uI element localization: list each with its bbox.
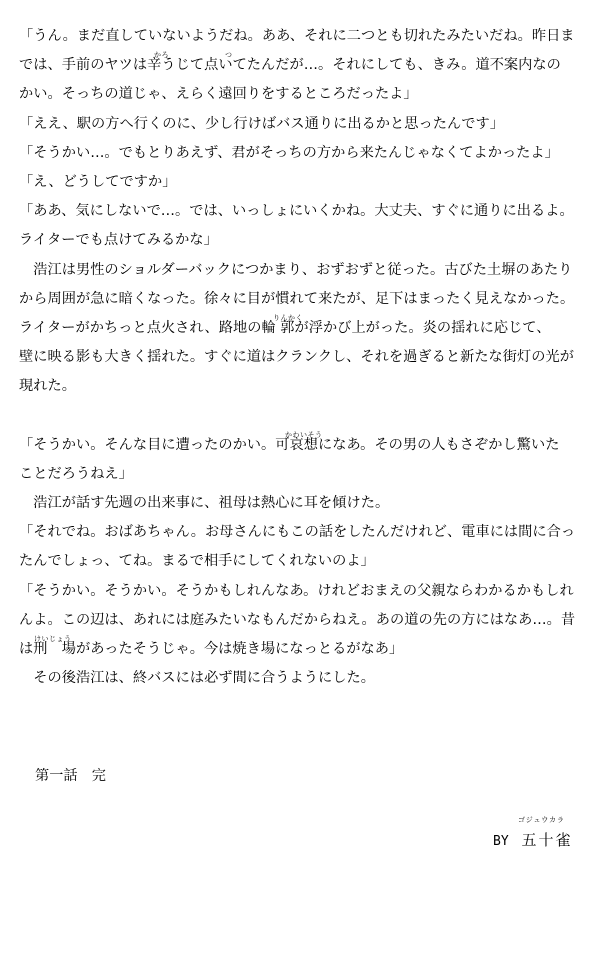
text-line: 「ああ、気にしないで…。では、いっしょにいくかね。大丈夫、すぐに通りに出るよ。 — [19, 203, 574, 220]
text-line: 「それでね。おばあちゃん。お母さんにもこの話をしたんだけれど、電車には間に合っ — [19, 524, 576, 541]
text-line: 壁に映る影も大きく揺れた。すぐに道はクランクし、それを過ぎると新たな街灯の光が — [19, 349, 574, 366]
text-line: 「そうかい。そうかい。そうかもしれんなあ。けれどおまえの父親ならわかるかもしれ — [19, 582, 574, 599]
text-line-content: では、手前のヤツは辛うじて点いてたんだが…。それにしても、きみ。道不案内なの — [19, 57, 561, 74]
text-line: ことだろうねえ」 — [19, 465, 133, 482]
text-line — [19, 51, 594, 80]
text-line: 「うん。まだ直していないようだね。ああ、それに二つとも切れたみたいだね。昨日ま — [19, 28, 575, 44]
text-line-content: ライターがかちっと点火され、路地の輪 郭が浮かび上がった。炎の揺れに応じて、 — [19, 319, 551, 336]
text-line — [19, 635, 594, 664]
text-line: たんでしょっ、てね。まるで相手にしてくれないのよ」 — [19, 553, 375, 570]
furigana: つ — [225, 51, 233, 60]
text-line: 浩江が話す先週の出来事に、祖母は熱心に耳を傾けた。 — [19, 495, 390, 511]
chapter-end-label: 第一話 完 — [35, 768, 106, 784]
author-name: 五十雀 — [521, 831, 573, 849]
byline-prefix: BY — [493, 834, 509, 849]
text-line: ライターでも点けてみるかな」 — [19, 232, 218, 249]
text-line: 「そうかい…。でもとりあえず、君がそっちの方から来たんじゃなくてよかったよ」 — [19, 144, 559, 161]
author-reading: ゴジュウカラ — [518, 816, 565, 824]
furigana: かろ — [154, 51, 169, 60]
furigana: かわいそう — [285, 430, 323, 439]
text-line — [19, 314, 594, 343]
furigana: けいじょう — [34, 634, 72, 643]
text-line: 浩江は男性のショルダーバックにつかまり、おずおずと従った。古びた土塀のあたり — [19, 261, 573, 278]
text-line: 「ええ、駅の方へ行くのに、少し行けばバス通りに出るかと思ったんです」 — [19, 115, 504, 132]
text-line: かい。そっちの道じゃ、えらく遠回りをするところだったよ」 — [19, 86, 418, 103]
author-byline — [493, 830, 572, 852]
text-line: 「え、どうしてですか」 — [19, 173, 177, 190]
text-line-content: は刑 場があったそうじゃ。今は焼き場になっとるがなあ」 — [19, 640, 404, 657]
text-line — [19, 431, 594, 460]
story-body — [19, 22, 594, 693]
furigana: りんかく — [273, 313, 303, 322]
text-line-content: 「そうかい。そんな目に遭ったのかい。可哀想になあ。その男の人もさぞかし驚いた — [19, 436, 560, 453]
text-line: から周囲が急に暗くなった。徐々に目が慣れて来たが、足下はまったく見えなかった。 — [19, 290, 575, 307]
blank-line — [19, 401, 594, 430]
text-line: んよ。この辺は、あれには庭みたいなもんだからねえ。あの道の先の方にはなあ…。昔 — [19, 611, 576, 628]
text-line: その後浩江は、終バスには必ず間に合うようにした。 — [19, 670, 375, 687]
text-line: 現れた。 — [19, 378, 76, 395]
